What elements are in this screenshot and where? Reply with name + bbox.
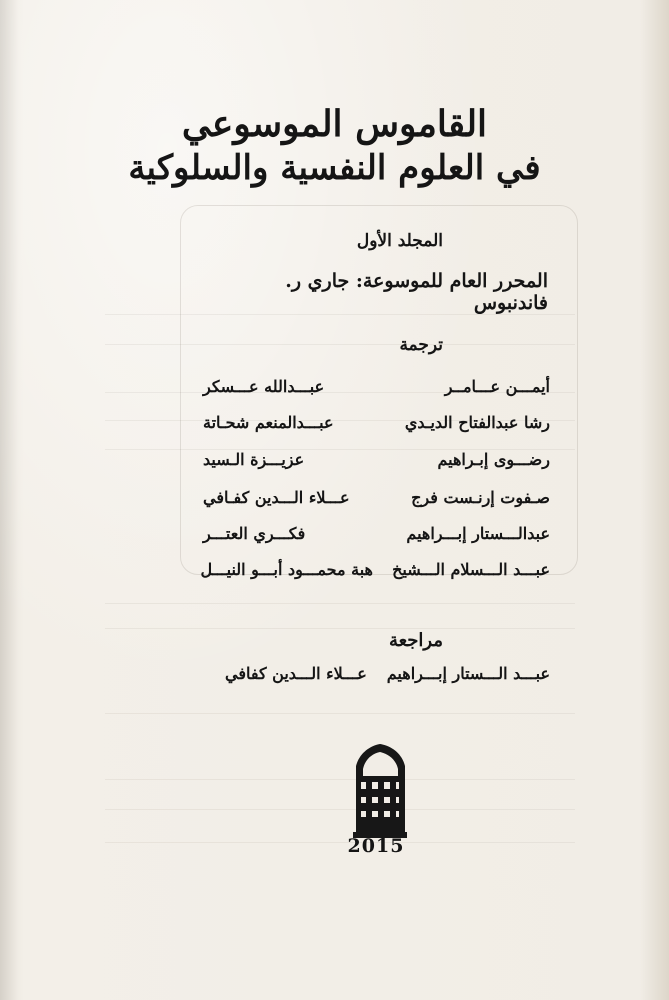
translator-name: عـــلاء الـــدين كفـافي (203, 488, 350, 507)
translator-row (203, 524, 550, 552)
translator-name: هبة محمـــود أبـــو النيـــل (200, 560, 373, 579)
translator-row (203, 450, 550, 478)
translator-name: عبـــدالمنعم شحـاتة (203, 413, 334, 432)
publication-year: 2015 (347, 835, 405, 857)
translator-name: صـفوت إرنـست فرج (411, 488, 550, 507)
reviewer-row (225, 664, 550, 692)
bleed-through-line (105, 809, 575, 810)
translator-row (203, 377, 550, 405)
review-heading: مراجعة (388, 630, 443, 651)
translator-row (200, 560, 550, 588)
reviewer-name: عبـــد الـــستار إبـــراهيم (386, 664, 550, 683)
translator-name: أيمـــن عـــامــر (444, 377, 550, 396)
bleed-through-line (105, 713, 575, 714)
bleed-through-line (105, 603, 575, 604)
bleed-through-line (105, 628, 575, 629)
bleed-through-line (105, 779, 575, 780)
translator-name: فكـــري العتـــر (203, 524, 306, 543)
volume-label: المجلد الأول (356, 231, 443, 251)
reviewer-name: عـــلاء الـــدين كفافي (225, 664, 367, 683)
translator-name: رشا عبدالفتاح الديـدي (404, 413, 550, 432)
publisher-logo-icon (349, 742, 411, 839)
translator-name: عبدالـــستار إبـــراهيم (406, 524, 550, 543)
translation-heading: ترجمة (399, 335, 443, 355)
translator-name: عزيـــزة الـسيد (203, 450, 305, 469)
translator-row (203, 413, 550, 441)
general-editor-line: المحرر العام للموسوعة: جاري ر. فاندنبوس (285, 270, 548, 314)
translator-name: عبـــدالله عـــسكر (203, 377, 325, 396)
translator-name: عبـــد الـــسلام الـــشيخ (392, 560, 550, 579)
book-title-line-1: القاموس الموسوعي (181, 103, 488, 145)
translator-row (203, 488, 550, 516)
book-title-line-2: في العلوم النفسية والسلوكية (128, 148, 541, 188)
translator-name: رضـــوى إبـراهيم (437, 450, 550, 469)
